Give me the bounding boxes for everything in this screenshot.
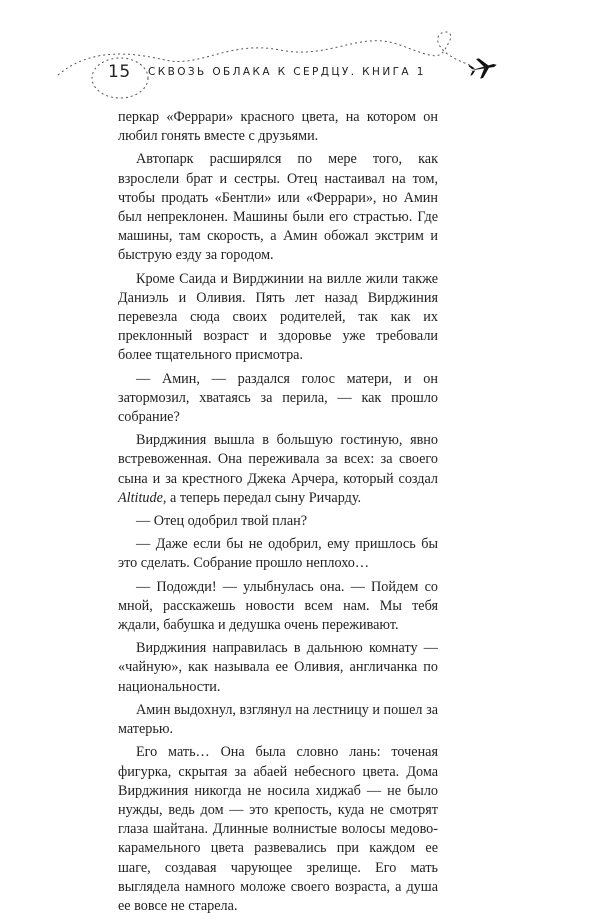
paragraph: Вирджиния направилась в дальнюю комнату — «чайную», как называла ее Оливия, англичанка по национальности. xyxy=(118,640,438,695)
paragraph: Автопарк расширялся по мере того, как взрослели брат и сестры. Отец настаивал на том, чтобы продать «Бентли» или «Феррари», но Амин был непреклонен. Машины были его страстью. Где машины, там скорость, а Амин обожал экстрим и быструю езду за городом. xyxy=(118,151,438,264)
paragraph: — Даже если бы не одобрил, ему пришлось бы это сделать. Собрание прошло неплохо… xyxy=(118,536,438,572)
brand-name-italic: Altitude xyxy=(118,489,163,506)
paragraph: Амин выдохнул, взглянул на лестницу и пошел за матерью. xyxy=(118,701,438,738)
paragraph: Кроме Саида и Вирджинии на вилле жили также Даниэль и Оливия. Пять лет назад Вирджиния перевезла сюда своих родителей, так как их преклонный возраст и здоровье уже требовали более тщательного присмотра. xyxy=(118,270,438,364)
paragraph-text: Вирджиния вышла в большую гостиную, явно встревоженная. Она переживала за всех: за своего сына и за крестного Джека Арчера, который создал xyxy=(118,432,438,487)
paragraph: — Подожди! — улыбнулась она. — Пойдем со мной, расскажешь новости всем нам. Мы тебя ждали, бабушка и дедушка очень переживают. xyxy=(118,578,438,634)
paragraph: Его мать… Она была словно лань: точеная фигурка, скрытая за абаей небесного цвета. Дома Вирджиния никогда не носила хиджаб — не было нужды, ведь дом — это крепость, куда не смотрят глаза шайтана. Длинные волнистые волосы медово-карамельного цвета развевались при каждом ее шаге, создавая чарующее зрелище. Его мать выглядела намного моложе своего возраста, а душа ее вовсе не старела. xyxy=(118,744,438,914)
paragraph: — Амин, — раздался голос матери, и он затормозил, хватаясь за перила, — как прошло собрание? xyxy=(118,370,438,426)
paragraph-text: , а теперь передал сыну Ричарду. xyxy=(162,489,362,506)
paragraph xyxy=(118,431,438,508)
page-number: 15 xyxy=(108,62,131,82)
dotted-flight-path xyxy=(0,0,600,110)
paragraph: — Отец одобрил твой план? xyxy=(136,513,308,530)
running-head: СКВОЗЬ ОБЛАКА К СЕРДЦУ. КНИГА 1 xyxy=(148,66,426,78)
airplane-icon xyxy=(467,55,499,80)
body-text xyxy=(118,108,438,920)
paragraph: перкар «Феррари» красного цвета, на котором он любил гонять вместе с друзьями. xyxy=(118,109,438,145)
